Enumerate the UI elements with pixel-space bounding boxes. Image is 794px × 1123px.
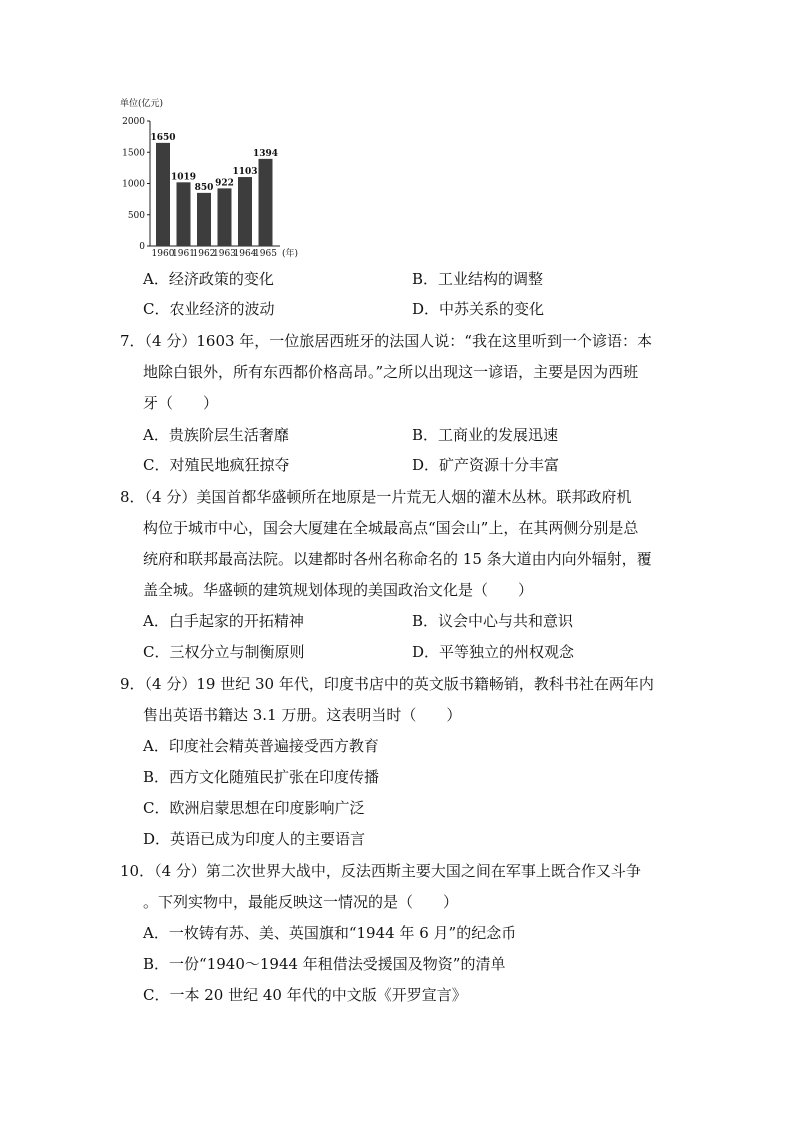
q7-stem-line-2: 地除白银外，所有东西都价格高昂。”之所以出现这一谚语，主要是因为西班 [143,363,639,381]
q8-option-d[interactable]: D．平等独立的州权观念 [412,643,575,661]
y-tick-label-4: 2000 [122,117,145,127]
x-tick-label-1962: 1962 [192,249,216,259]
q6-option-c[interactable]: C．农业经济的波动 [143,300,275,318]
y-tick-label-2: 1000 [122,179,145,190]
x-tick-label-1965: 1965 [254,249,277,259]
q9-option-c[interactable]: C．欧洲启蒙思想在印度影响广泛 [143,799,365,817]
bar-1960 [156,143,170,246]
chart-svg [114,95,304,263]
q10-option-c[interactable]: C．一本 20 世纪 40 年代的中文版《开罗宣言》 [143,986,467,1004]
q7-option-a[interactable]: A．贵族阶层生活奢靡 [143,426,289,444]
y-ticks [122,117,150,252]
bar-1961 [177,182,191,246]
q6-option-b[interactable]: B．工业结构的调整 [412,270,544,288]
q8-option-c[interactable]: C．三权分立与制衡原则 [143,643,305,661]
q6-option-a[interactable]: A．经济政策的变化 [143,270,274,288]
x-tick-label-1963: 1963 [213,249,236,259]
chart-unit-label: 单位(亿元) [120,99,164,109]
q9-option-b[interactable]: B．西方文化随殖民扩张在印度传播 [143,768,380,786]
x-tick-label-1964: 1964 [233,249,257,259]
q8-stem-line-4: 盖全城。华盛顿的建筑规划体现的美国政治文化是（ ） [143,581,534,599]
bar-1963 [218,188,232,246]
bar-1965 [259,159,273,246]
q8-stem-line-2: 构位于城市中心，国会大厦建在全城最高点“国会山”上，在其两侧分别是总 [143,519,639,537]
x-tick-label-1961: 1961 [172,249,195,259]
bar-1962 [197,193,211,246]
value-label-1965: 1394 [252,148,279,159]
y-tick-label-1: 500 [127,210,145,221]
y-tick-label-3: 1500 [122,148,145,159]
x-tick-label-1960: 1960 [151,249,175,259]
q7-stem-line-1: 7．（4 分）1603 年，一位旅居西班牙的法国人说：“我在这里听到一个谚语：本 [120,332,652,350]
q10-option-b[interactable]: B．一份“1940～1944 年租借法受援国及物资”的清单 [143,955,506,973]
x-ticks [152,249,278,259]
value-label-1962: 850 [194,182,214,193]
q9-option-d[interactable]: D．英语已成为印度人的主要语言 [143,830,366,848]
q6-option-d[interactable]: D．中苏关系的变化 [412,300,545,318]
bar-1964 [238,177,252,246]
q7-option-d[interactable]: D．矿产资源十分丰富 [412,456,560,474]
revenue-bar-chart [114,95,304,263]
q7-option-b[interactable]: B．工商业的发展迅速 [412,426,559,444]
value-label-1964: 1103 [232,167,258,178]
q10-stem-line-2: 。下列实物中，最能反映这一情况的是（ ） [143,893,459,911]
q8-stem-line-1: 8．（4 分）美国首都华盛顿所在地原是一片荒无人烟的灌木丛林。联邦政府机 [120,488,632,506]
y-tick-label-0: 0 [139,242,145,252]
q9-stem-line-1: 9．（4 分）19 世纪 30 年代，印度书店中的英文版书籍畅销，教科书社在两年内 [120,675,654,693]
value-label-1961: 1019 [170,172,197,183]
x-unit-label: (年) [282,249,299,259]
q7-option-c[interactable]: C．对殖民地疯狂掠夺 [143,456,290,474]
q7-stem-line-3: 牙（ ） [143,394,219,412]
q10-option-a[interactable]: A．一枚铸有苏、美、英国旗和“1944 年 6 月”的纪念币 [143,924,517,942]
q9-option-a[interactable]: A．印度社会精英普遍接受西方教育 [143,737,379,755]
q9-stem-line-2: 售出英语书籍达 3.1 万册。这表明当时（ ） [143,706,462,724]
value-label-1963: 922 [215,178,234,189]
bars [150,133,278,246]
q10-stem-line-1: 10．（4 分）第二次世界大战中，反法西斯主要大国之间在军事上既合作又斗争 [120,862,641,880]
value-label-1960: 1650 [150,132,176,143]
q8-stem-line-3: 统府和联邦最高法院。以建都时各州名称命名的 15 条大道由内向外辐射，覆 [143,550,652,568]
q8-option-a[interactable]: A．白手起家的开拓精神 [143,612,304,630]
q8-option-b[interactable]: B．议会中心与共和意识 [412,612,574,630]
